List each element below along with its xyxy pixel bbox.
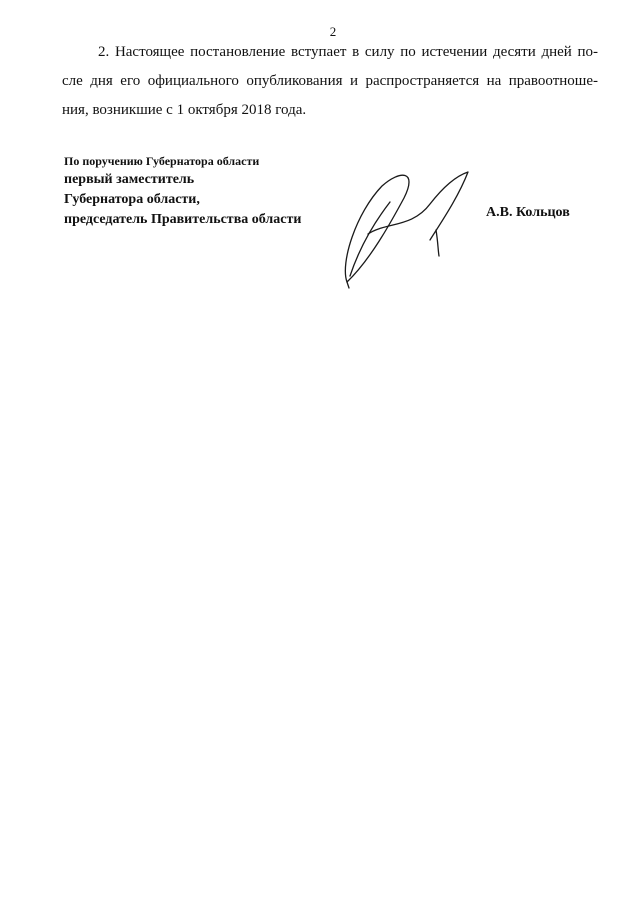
signatory-position-line: первый заместитель (64, 172, 195, 187)
paragraph-line: сле дня его официального опубликования и распространяется на правоотноше- (62, 73, 598, 89)
page-number: 2 (329, 24, 337, 39)
handwritten-signature-icon (334, 168, 482, 292)
paragraph-line: 2. Настоящее постановление вступает в силу по истечении десяти дней по- (98, 44, 598, 60)
signer-name: А.В. Кольцов (486, 205, 570, 220)
signatory-authority-line: По поручению Губернатора области (64, 154, 260, 168)
paragraph-line: ния, возникшие с 1 октября 2018 года. (62, 102, 307, 118)
body-paragraph (62, 38, 598, 125)
signatory-position-line: председатель Правительства области (64, 212, 302, 227)
signatory-position-line: Губернатора области, (64, 192, 200, 207)
signatory-title-block (64, 152, 301, 230)
